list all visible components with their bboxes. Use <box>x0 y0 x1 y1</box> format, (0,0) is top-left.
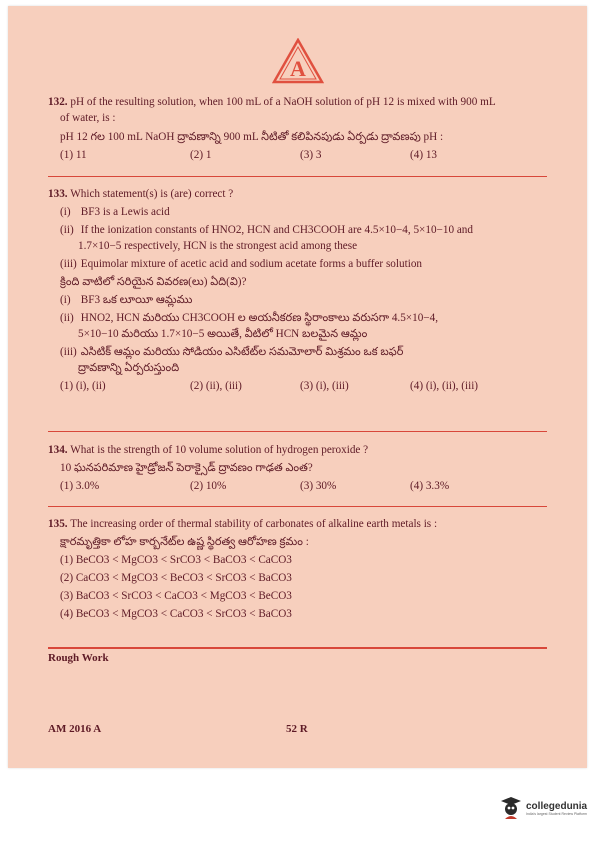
option-2[interactable]: (2) 1 <box>190 149 212 161</box>
page-number: 52 R <box>286 723 308 735</box>
question-132 <box>48 94 547 163</box>
statement-label: (ii) <box>60 312 74 324</box>
option-2[interactable]: (2) CaCO3 < MgCO3 < BeCO3 < SrCO3 < BaCO3 <box>60 572 292 584</box>
graduate-mascot-icon <box>500 796 522 820</box>
statement-label: (ii) <box>60 224 74 236</box>
logo-tagline: India's largest Student Review Platform <box>526 811 587 816</box>
option-3[interactable]: (3) 3 <box>300 149 322 161</box>
option-4[interactable]: (4) 3.3% <box>410 480 450 492</box>
option-3[interactable]: (3) 30% <box>300 480 337 492</box>
option-3[interactable]: (3) BaCO3 < SrCO3 < CaCO3 < MgCO3 < BeCO3 <box>60 590 292 602</box>
question-text-en: pH of the resulting solution, when 100 mL of a NaOH solution of pH 12 is mixed with 900 mL <box>70 96 496 108</box>
question-text-te: 10 ఘనపరిమాణ హైడ్రోజన్ పెరాక్సైడ్ ద్రావణం గాఢత ఎంత? <box>60 462 313 474</box>
statement-1-te: BF3 ఒక లూయీ ఆమ్లము <box>80 294 193 306</box>
question-text-en: The increasing order of thermal stability of carbonates of alkaline earth metals is : <box>70 518 438 530</box>
option-1[interactable]: (1) 3.0% <box>60 480 100 492</box>
statement-1: BF3 is a Lewis acid <box>80 206 170 218</box>
logo-wordmark: collegedunia <box>526 800 588 812</box>
option-4[interactable]: (4) (i), (ii), (iii) <box>410 380 479 392</box>
option-1[interactable]: (1) 11 <box>60 149 87 161</box>
rough-work-divider <box>48 647 547 649</box>
question-text-te: క్షారమృత్తికా లోహ కార్బనేట్‌ల ఉష్ణ స్థిరత్వ ఆరోహణ క్రమం : <box>60 536 309 548</box>
statement-2-cont: 1.7×10−5 respectively, HCN is the strongest acid among these <box>78 240 358 252</box>
question-133 <box>48 186 547 394</box>
booklet-code: AM 2016 A <box>48 723 102 735</box>
question-number: 132. <box>48 96 68 108</box>
collegedunia-logo[interactable] <box>500 796 587 820</box>
question-number: 133. <box>48 188 68 200</box>
section-divider <box>48 431 547 432</box>
option-4[interactable]: (4) BeCO3 < MgCO3 < CaCO3 < SrCO3 < BaCO3 <box>60 608 292 620</box>
statement-3: Equimolar mixture of acetic acid and sodium acetate forms a buffer solution <box>80 258 423 270</box>
set-a-triangle-badge <box>272 38 324 84</box>
option-1[interactable]: (1) (i), (ii) <box>60 380 106 392</box>
statement-3-te: ఎసిటిక్ ఆమ్లం మరియు సోడియం ఎసిటేట్‌ల సమమోలార్ మిశ్రమం ఒక బఫర్ <box>80 346 404 358</box>
question-number: 134. <box>48 444 68 456</box>
statement-2-te-cont: 5×10−10 మరియు 1.7×10−5 అయితే, వీటిలో HCN బలమైన ఆమ్లం <box>78 328 368 340</box>
option-1[interactable]: (1) BeCO3 < MgCO3 < SrCO3 < BaCO3 < CaCO3 <box>60 554 292 566</box>
question-text-te: క్రింది వాటిలో సరియైన వివరణ(లు) ఏది(వి)? <box>60 276 247 288</box>
question-135 <box>48 516 547 622</box>
statement-2: If the ionization constants of HNO2, HCN and CH3COOH are 4.5×10−4, 5×10−10 and <box>80 224 473 236</box>
section-divider <box>48 176 547 177</box>
question-number: 135. <box>48 518 68 530</box>
question-134 <box>48 442 547 494</box>
exam-page <box>8 6 587 768</box>
option-2[interactable]: (2) 10% <box>190 480 227 492</box>
badge-letter: A <box>290 56 306 81</box>
question-text-en: Which statement(s) is (are) correct ? <box>70 188 234 200</box>
question-text-en-cont: of water, is : <box>60 112 116 124</box>
statement-3-te-cont: ద్రావణాన్ని ఏర్పరుస్తుంది <box>78 362 180 374</box>
rough-work-label: Rough Work <box>48 652 109 664</box>
statement-label: (iii) <box>60 346 77 358</box>
statement-label: (i) <box>60 294 71 306</box>
question-text-te: pH 12 గల 100 mL NaOH ద్రావణాన్ని 900 mL నీటితో కలిపినపుడు ఏర్పడు ద్రావణపు pH : <box>60 131 444 143</box>
option-3[interactable]: (3) (i), (iii) <box>300 380 349 392</box>
option-4[interactable]: (4) 13 <box>410 149 438 161</box>
question-text-en: What is the strength of 10 volume solution of hydrogen peroxide ? <box>70 444 369 456</box>
statement-label: (iii) <box>60 258 77 270</box>
statement-2-te: HNO2, HCN మరియు CH3COOH ల అయనీకరణ స్థిరాంకాలు వరుసగా 4.5×10−4, <box>80 312 439 324</box>
statement-label: (i) <box>60 206 71 218</box>
section-divider <box>48 506 547 507</box>
option-2[interactable]: (2) (ii), (iii) <box>190 380 242 392</box>
